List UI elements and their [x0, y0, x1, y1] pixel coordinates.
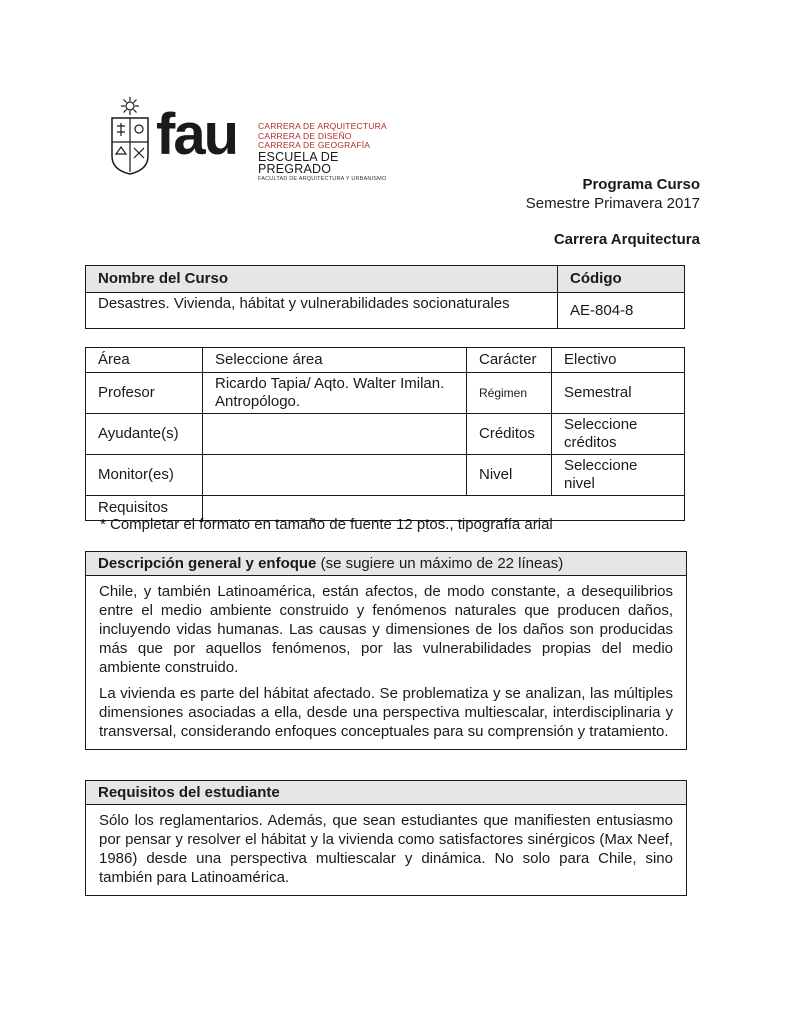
ayudante-label: Ayudante(s) — [86, 414, 203, 455]
regimen-label: Régimen — [467, 373, 552, 414]
area-label: Área — [86, 348, 203, 373]
description-title — [86, 552, 686, 576]
requirements-body — [86, 805, 686, 895]
logo-line-arquitectura: CARRERA DE ARQUITECTURA — [258, 121, 387, 131]
logo-line-geografia: CARRERA DE GEOGRAFÍA — [258, 140, 371, 150]
course-name-table — [85, 265, 685, 329]
fau-logo — [110, 96, 400, 180]
description-body — [86, 576, 686, 749]
requirements-title: Requisitos del estudiante — [86, 781, 686, 805]
course-details-table — [85, 347, 685, 521]
requirements-section — [85, 780, 687, 896]
caracter-value: Electivo — [552, 348, 685, 373]
profesor-value: Ricardo Tapia/ Aqto. Walter Imilan. Antropólogo. — [203, 373, 467, 414]
semester-label: Semestre Primavera 2017 — [525, 195, 700, 212]
description-title-bold: Descripción general y enfoque — [98, 555, 317, 572]
logo-text — [258, 122, 400, 182]
requirements-paragraph-1: Sólo los reglamentarios. Además, que sean estudiantes que manifiesten entusiasmo por pensar y resolver el hábitat y la vivienda como satisfactores sinérgicos (Max Neef, 1986) desde una perspectiva multiescalar y dinámica. No solo para Chile, sino también para Latinoamérica. — [99, 812, 673, 886]
university-crest-icon — [110, 96, 150, 176]
profesor-label: Profesor — [86, 373, 203, 414]
course-name-value: Desastres. Vivienda, hábitat y vulnerabilidades socionaturales — [86, 293, 558, 329]
logo-line-escuela: ESCUELA DE PREGRADO — [258, 149, 339, 176]
format-note: * Completar el formato en tamaño de fuente 12 ptos., tipografía arial — [100, 516, 553, 533]
requisitos-label: Requisitos — [86, 496, 203, 521]
description-section — [85, 551, 687, 750]
ayudante-value — [203, 414, 467, 455]
course-name-header: Nombre del Curso — [86, 266, 558, 293]
logo-line-facultad: FACULTAD DE ARQUITECTURA Y URBANISMO — [258, 175, 387, 182]
course-code-header: Código — [558, 266, 685, 293]
logo-line-diseno: CARRERA DE DISEÑO — [258, 130, 352, 141]
regimen-value: Semestral — [552, 373, 685, 414]
course-code-value: AE-804-8 — [558, 293, 685, 329]
brand-wordmark: fau — [156, 102, 237, 167]
monitor-label: Monitor(es) — [86, 455, 203, 496]
career-label: Carrera Arquitectura — [553, 231, 700, 248]
creditos-label: Créditos — [467, 414, 552, 455]
description-paragraph-1: Chile, y también Latinoamérica, están afectos, de modo constante, a desequilibrios entre el medio ambiente construido y fenómenos naturales que producen daños, incluyendo vidas humanas. Las causas y dimensiones de los daños son producidas más que por aquellos fenómenos, por las vulnerabilidades propias del medio ambiente construido. — [99, 583, 673, 676]
nivel-value: Seleccione nivel — [552, 455, 685, 496]
description-title-hint: (se sugiere un máximo de 22 líneas) — [316, 555, 564, 572]
creditos-value: Seleccione créditos — [552, 414, 685, 455]
area-value: Seleccione área — [203, 348, 467, 373]
description-paragraph-2: La vivienda es parte del hábitat afectado. Se problematiza y se analizan, las múltiples dimensiones asociadas a ella, desde una perspectiva multiescalar, interdisciplinaria y transversal, considerando enfoques conceptuales para su comprensión y tratamiento. — [99, 685, 673, 740]
caracter-label: Carácter — [467, 348, 552, 373]
nivel-label: Nivel — [467, 455, 552, 496]
monitor-value — [203, 455, 467, 496]
document-title: Programa Curso — [582, 176, 700, 193]
